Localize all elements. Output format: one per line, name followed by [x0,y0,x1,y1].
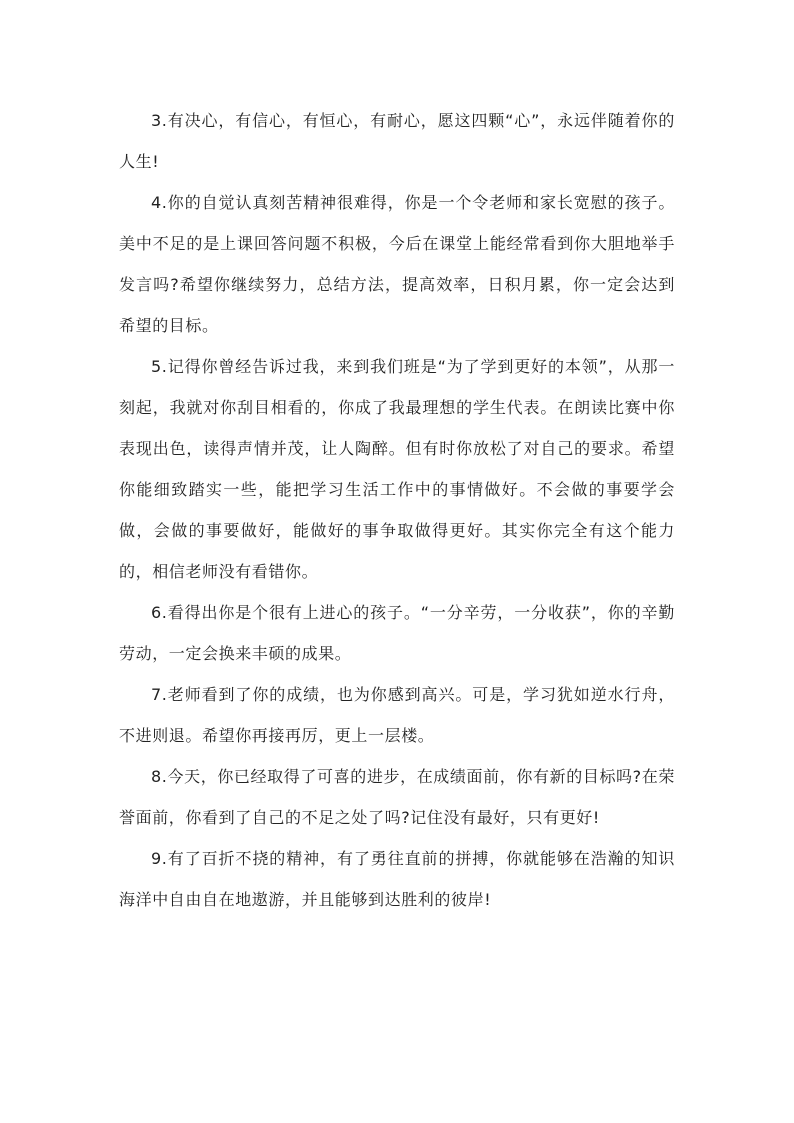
paragraph-6: 6.看得出你是个很有上进心的孩子。“一分辛劳，一分收获”，你的辛勤劳动，一定会换来丰硕的成果。 [119,603,675,663]
document-page [119,100,675,920]
paragraph-4: 4.你的自觉认真刻苦精神很难得，你是一个令老师和家长宽慰的孩子。美中不足的是上课回答问题不积极，今后在课堂上能经常看到你大胆地举手发言吗?希望你继续努力，总结方法，提高效率，日积月累，你一定会达到希望的目标。 [119,193,675,335]
paragraph-5: 5.记得你曾经告诉过我，来到我们班是“为了学到更好的本领”，从那一刻起，我就对你刮目相看的，你成了我最理想的学生代表。在朗读比赛中你表现出色，读得声情并茂，让人陶醉。但有时你放松了对自己的要求。希望你能细致踏实一些，能把学习生活工作中的事情做好。不会做的事要学会做，会做的事要做好，能做好的事争取做得更好。其实你完全有这个能力的，相信老师没有看错你。 [119,357,675,581]
paragraph-3: 3.有决心，有信心，有恒心，有耐心，愿这四颗“心”，永远伴随着你的人生! [119,111,675,171]
paragraph-9: 9.有了百折不挠的精神，有了勇往直前的拼搏，你就能够在浩瀚的知识海洋中自由自在地遨游，并且能够到达胜利的彼岸! [119,849,675,909]
paragraph-8: 8.今天，你已经取得了可喜的进步，在成绩面前，你有新的目标吗?在荣誉面前，你看到了自己的不足之处了吗?记住没有最好，只有更好! [119,767,675,827]
paragraph-7: 7.老师看到了你的成绩，也为你感到高兴。可是，学习犹如逆水行舟，不进则退。希望你再接再厉，更上一层楼。 [119,685,675,745]
